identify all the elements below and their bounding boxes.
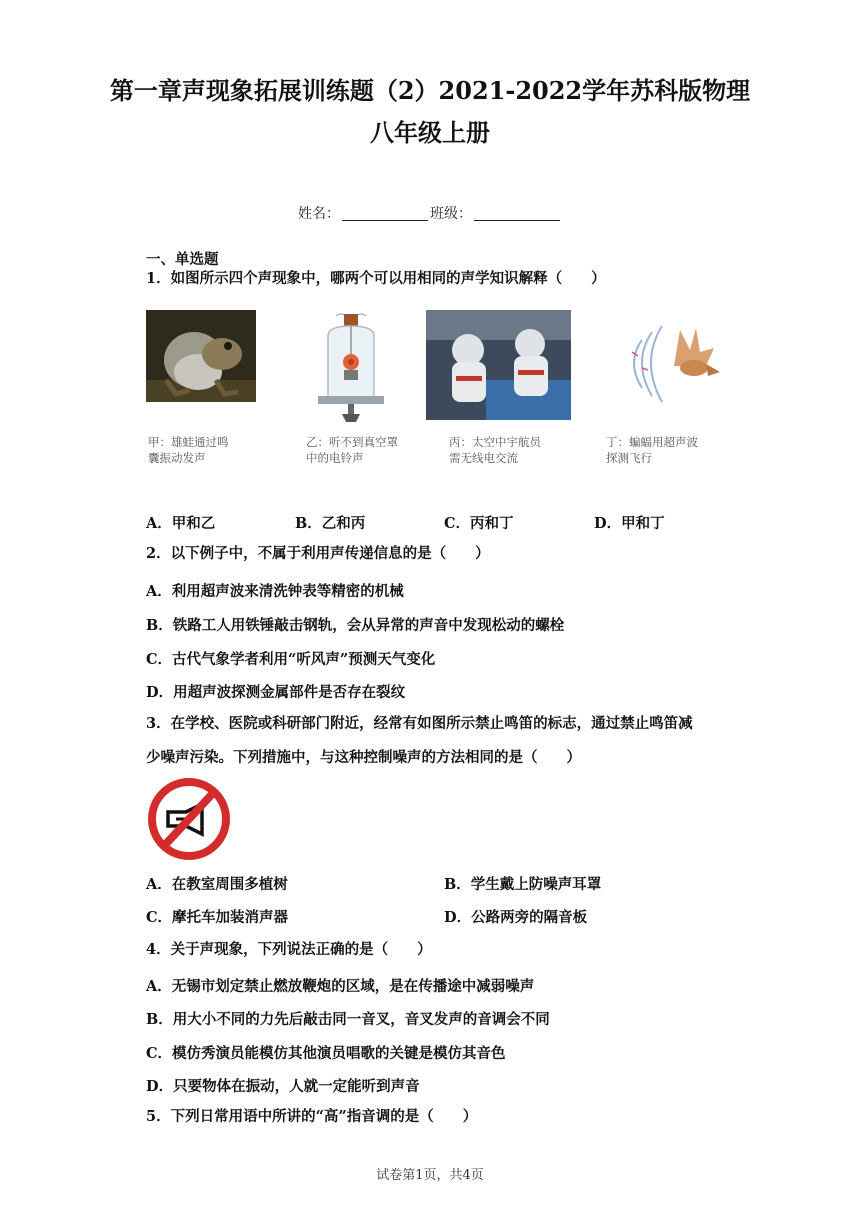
bat-figure (616, 310, 726, 414)
q4-option-b[interactable]: B．用大小不同的力先后敲击同一音叉，音叉发声的音调会不同 (146, 1011, 550, 1028)
caption-bell-jar-line-1: 乙：听不到真空罩 (306, 435, 398, 449)
q2-option-d[interactable]: D．用超声波探测金属部件是否存在裂纹 (146, 684, 406, 701)
q2-option-a[interactable]: A．利用超声波来清洗钟表等精密的机械 (146, 583, 404, 600)
caption-bat (606, 434, 698, 466)
q1-figure-row (146, 310, 726, 470)
page-title (100, 70, 760, 154)
bat-image (616, 310, 726, 410)
q3-option-b[interactable]: B．学生戴上防噪声耳罩 (444, 876, 602, 893)
astronaut-figure (426, 310, 571, 424)
question-2: 2．以下例子中，不属于利用声传递信息的是（ ） (146, 545, 490, 562)
q3-option-a[interactable]: A．在教室周围多植树 (146, 876, 288, 893)
question-5: 5．下列日常用语中所讲的“高”指音调的是（ ） (146, 1108, 478, 1125)
caption-frog (148, 434, 229, 466)
student-info-line (0, 203, 860, 223)
class-blank[interactable] (474, 206, 560, 221)
caption-bell-jar (306, 434, 398, 466)
q3-option-c[interactable]: C．摩托车加装消声器 (146, 909, 289, 926)
caption-bell-jar-line-2: 中的电铃声 (306, 451, 364, 465)
frog-image (146, 310, 256, 402)
q2-option-b[interactable]: B．铁路工人用铁锤敲击钢轨，会从异常的声音中发现松动的螺栓 (146, 617, 565, 634)
no-horn-sign-icon (146, 776, 232, 862)
frog-figure (146, 310, 256, 406)
q1-option-b[interactable]: B．乙和丙 (295, 515, 366, 532)
caption-frog-line-1: 甲：雄蛙通过鸣 (148, 435, 229, 449)
page-footer: 试卷第1页，共4页 (376, 1168, 484, 1183)
bell-jar-image (306, 310, 396, 425)
caption-astronaut (449, 434, 541, 466)
q1-option-c[interactable]: C．丙和丁 (444, 515, 514, 532)
section-heading: 一、单选题 (146, 251, 219, 268)
name-label: 姓名： (298, 206, 340, 222)
q4-option-a[interactable]: A．无锡市划定禁止燃放鞭炮的区域，是在传播途中减弱噪声 (146, 978, 535, 995)
title-line-1: 第一章声现象拓展训练题（2）2021-2022学年苏科版物理 (109, 76, 751, 105)
q1-option-d[interactable]: D．甲和丁 (594, 515, 665, 532)
q4-option-d[interactable]: D．只要物体在振动，人就一定能听到声音 (146, 1078, 420, 1095)
caption-astronaut-line-1: 丙：太空中宇航员 (449, 435, 541, 449)
q4-option-c[interactable]: C．模仿秀演员能模仿其他演员唱歌的关键是模仿其音色 (146, 1045, 506, 1062)
caption-frog-line-2: 囊振动发声 (148, 451, 206, 465)
caption-bat-line-2: 探测飞行 (606, 451, 652, 465)
question-3-line-2: 少噪声污染。下列措施中，与这种控制噪声的方法相同的是（ ） (146, 749, 581, 766)
astronaut-image (426, 310, 571, 420)
q3-option-d[interactable]: D．公路两旁的隔音板 (444, 909, 588, 926)
caption-bat-line-1: 丁：蝙蝠用超声波 (606, 435, 698, 449)
question-1: 1．如图所示四个声现象中，哪两个可以用相同的声学知识解释（ ） (146, 270, 606, 287)
caption-astronaut-line-2: 需无线电交流 (449, 451, 518, 465)
class-label: 班级： (430, 206, 472, 222)
bell-jar-figure (306, 310, 396, 429)
q1-option-a[interactable]: A．甲和乙 (146, 515, 216, 532)
question-3-line-1: 3．在学校、医院或科研部门附近，经常有如图所示禁止鸣笛的标志，通过禁止鸣笛减 (146, 715, 693, 732)
title-line-2: 八年级上册 (370, 118, 490, 147)
question-4: 4．关于声现象，下列说法正确的是（ ） (146, 941, 432, 958)
q2-option-c[interactable]: C．古代气象学者利用“听风声”预测天气变化 (146, 651, 436, 668)
name-blank[interactable] (342, 206, 428, 221)
